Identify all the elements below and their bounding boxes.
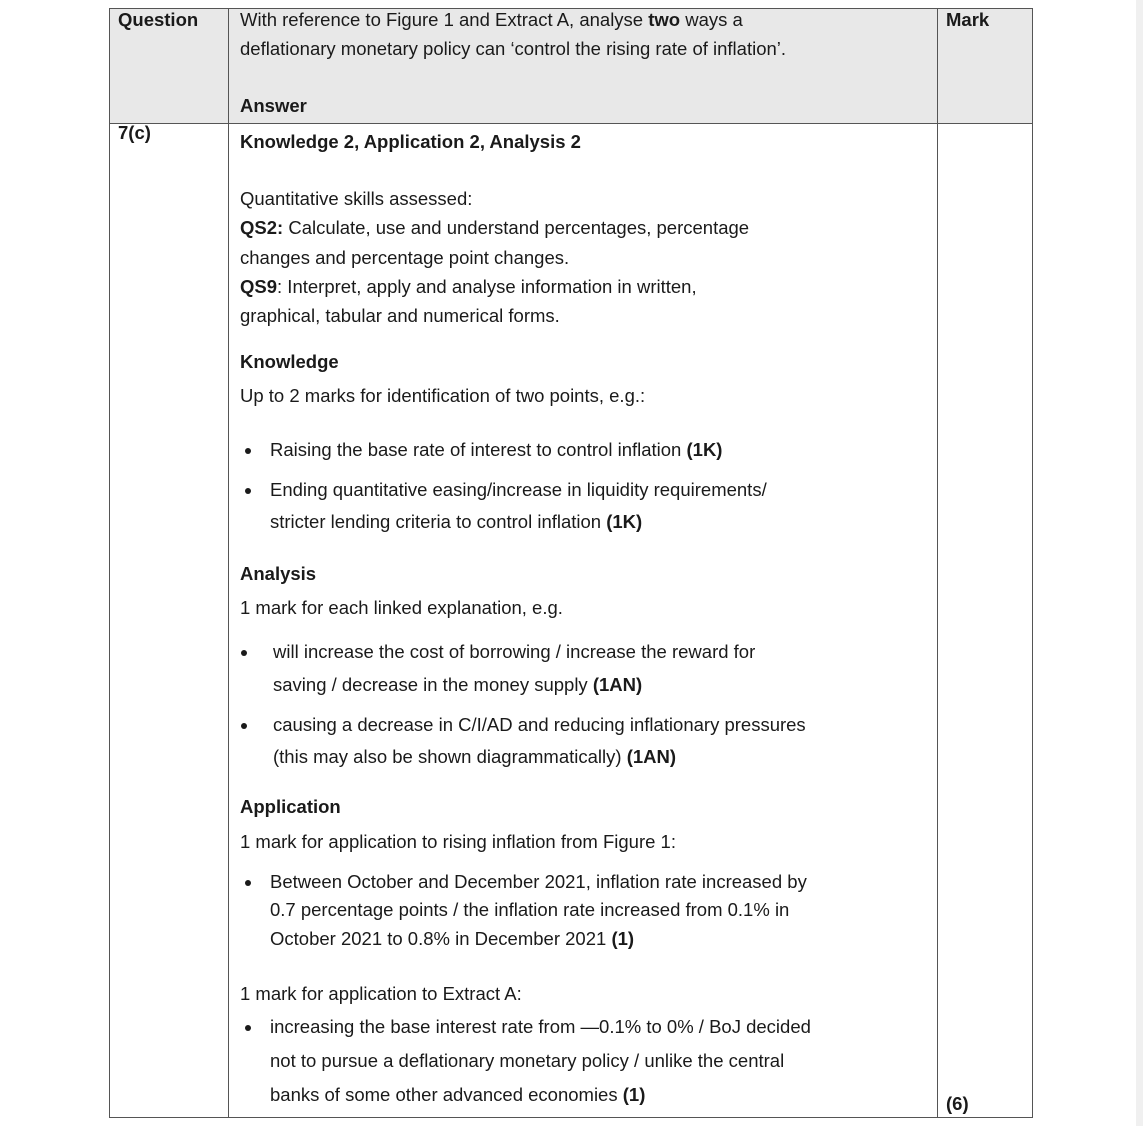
text: stricter lending criteria to control inflation	[270, 511, 607, 532]
text: banks of some other advanced economies	[270, 1084, 623, 1105]
scrollbar-track[interactable]	[1136, 0, 1143, 1126]
question-text-line2: deflationary monetary policy can ‘control the rising rate of inflation’.	[240, 38, 787, 59]
question-column-header: Question	[118, 9, 199, 30]
mark-code: (1)	[622, 1084, 646, 1105]
qs9-label: QS9	[240, 276, 278, 297]
qs2-line1	[240, 217, 749, 239]
knowledge-heading: Knowledge	[240, 351, 339, 372]
analysis-heading: Analysis	[240, 563, 317, 584]
analysis-point-1-line2	[273, 674, 642, 696]
bold-text: two	[648, 9, 681, 30]
application-point-2-line2: not to pursue a deflationary monetary policy / unlike the central	[270, 1050, 785, 1071]
text: : Interpret, apply and analyse information in written,	[277, 276, 697, 297]
answer-header: Answer	[240, 95, 307, 116]
column-divider	[228, 9, 229, 1117]
total-mark: (6)	[946, 1093, 969, 1114]
knowledge-point-1	[270, 439, 722, 461]
knowledge-intro: Up to 2 marks for identification of two points, e.g.:	[240, 385, 646, 406]
text: Calculate, use and understand percentages, percentage	[283, 217, 750, 238]
text: With reference to Figure 1 and Extract A, analyse	[240, 9, 649, 30]
analysis-point-2-line2	[273, 746, 676, 768]
text: saving / decrease in the money supply	[273, 674, 593, 695]
analysis-point-1-line1: will increase the cost of borrowing / increase the reward for	[273, 641, 756, 662]
mark-column-header: Mark	[946, 9, 990, 30]
text: ways a	[680, 9, 743, 30]
text: October 2021 to 0.8% in December 2021	[270, 928, 612, 949]
mark-code: (1AN)	[592, 674, 643, 695]
analysis-point-2-line1: causing a decrease in C/I/AD and reducing inflationary pressures	[273, 714, 806, 735]
mark-code: (1)	[611, 928, 635, 949]
qs2-line2: changes and percentage point changes.	[240, 247, 570, 268]
application-point-1-line1: Between October and December 2021, inflation rate increased by	[270, 871, 807, 892]
knowledge-point-2-line1: Ending quantitative easing/increase in liquidity requirements/	[270, 479, 767, 500]
application-point-2-line3	[270, 1084, 645, 1106]
bullet-icon	[245, 488, 251, 494]
question-number: 7(c)	[118, 122, 151, 143]
text: (this may also be shown diagrammatically)	[273, 746, 627, 767]
bullet-icon	[245, 880, 251, 886]
marks-summary: Knowledge 2, Application 2, Analysis 2	[240, 131, 581, 152]
bullet-icon	[241, 723, 247, 729]
application-point-2-line1: increasing the base interest rate from —0.1% to 0% / BoJ decided	[270, 1016, 811, 1037]
application-point-1-line2: 0.7 percentage points / the inflation rate increased from 0.1% in	[270, 899, 790, 920]
qs-intro: Quantitative skills assessed:	[240, 188, 473, 209]
knowledge-point-2-line2	[270, 511, 642, 533]
mark-code: (1AN)	[626, 746, 677, 767]
application-point-1-line3	[270, 928, 634, 950]
mark-code: (1K)	[686, 439, 723, 460]
bullet-icon	[241, 650, 247, 656]
bullet-icon	[245, 448, 251, 454]
qs9-line1	[240, 276, 697, 298]
bullet-icon	[245, 1025, 251, 1031]
column-divider	[937, 9, 938, 1117]
question-text-line1	[240, 9, 743, 31]
application-intro: 1 mark for application to rising inflation from Figure 1:	[240, 831, 676, 852]
mark-code: (1K)	[606, 511, 643, 532]
text: Raising the base rate of interest to control inflation	[270, 439, 687, 460]
extract-intro: 1 mark for application to Extract A:	[240, 983, 522, 1004]
qs2-label: QS2:	[240, 217, 284, 238]
analysis-intro: 1 mark for each linked explanation, e.g.	[240, 597, 563, 618]
qs9-line2: graphical, tabular and numerical forms.	[240, 305, 560, 326]
application-heading: Application	[240, 796, 341, 817]
